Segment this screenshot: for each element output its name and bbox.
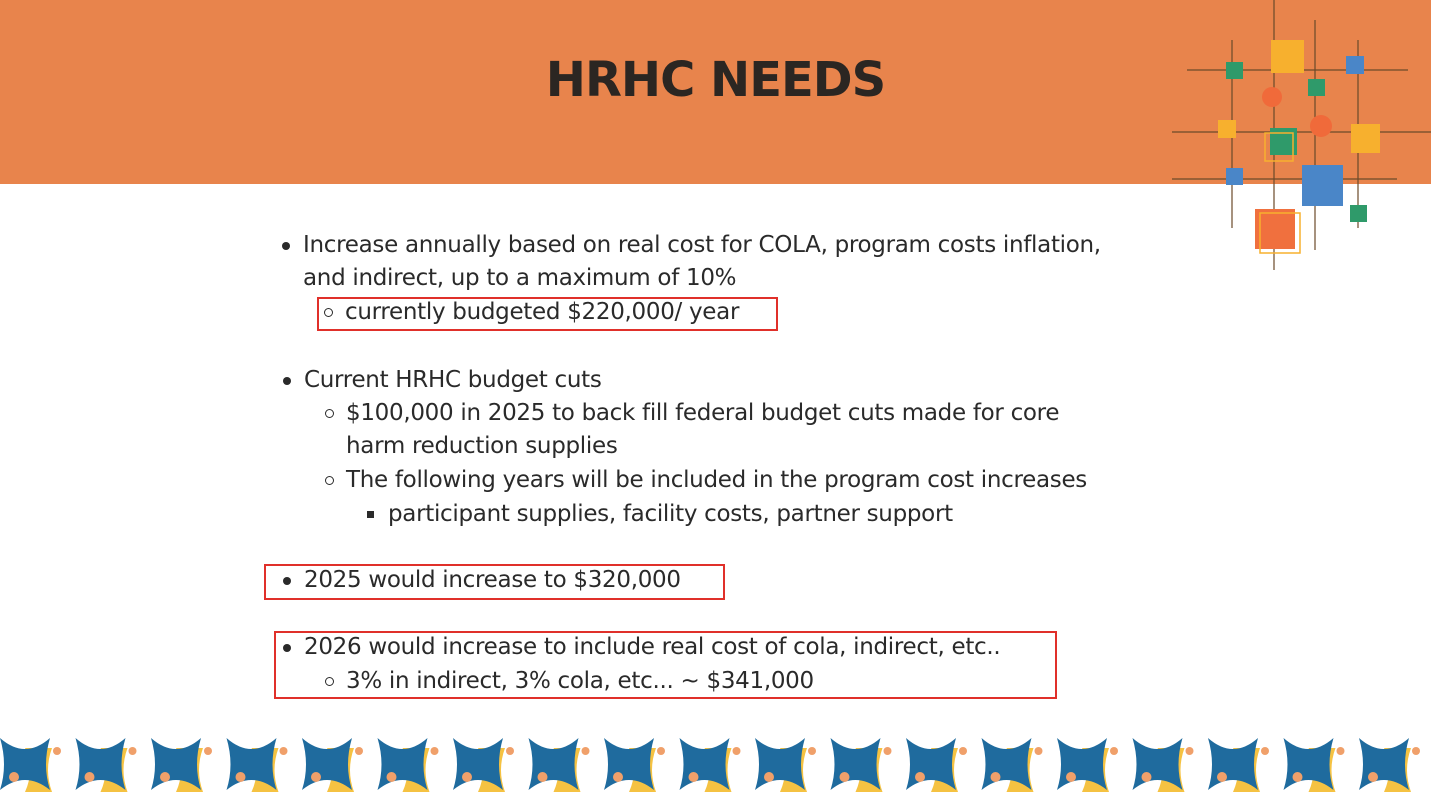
bullet-text: and indirect, up to a maximum of 10% (303, 265, 737, 291)
sub-bullet-text: 3% in indirect, 3% cola, etc... ~ $341,000 (346, 668, 814, 694)
bullet-text: Current HRHC budget cuts (304, 367, 602, 393)
sub-bullet-text: The following years will be included in the program cost increases (346, 467, 1087, 493)
sub-bullet-text: currently budgeted $220,000/ year (345, 299, 740, 325)
bullet-text: Increase annually based on real cost for COLA, program costs inflation, (303, 232, 1101, 258)
sub-bullet-circle (325, 409, 334, 418)
bullet-dot (282, 242, 290, 250)
slide-title: HRHC NEEDS (545, 52, 886, 108)
sub-bullet-text: $100,000 in 2025 to back fill federal budget cuts made for core (346, 400, 1060, 426)
highlight-box (274, 631, 1057, 699)
decorative-squares-graphic (1160, 0, 1431, 280)
highlight-box (317, 297, 778, 331)
sub-bullet-circle (325, 476, 334, 485)
bullet-dot (283, 377, 291, 385)
highlight-box (264, 564, 725, 600)
sub-sub-bullet-square (367, 511, 374, 518)
decorative-border-pattern (0, 730, 1431, 800)
sub-sub-bullet-text: participant supplies, facility costs, partner support (388, 501, 953, 527)
sub-bullet-text: harm reduction supplies (346, 433, 618, 459)
bullet-text: 2025 would increase to $320,000 (304, 567, 681, 593)
bullet-text: 2026 would increase to include real cost of cola, indirect, etc.. (304, 634, 1001, 660)
